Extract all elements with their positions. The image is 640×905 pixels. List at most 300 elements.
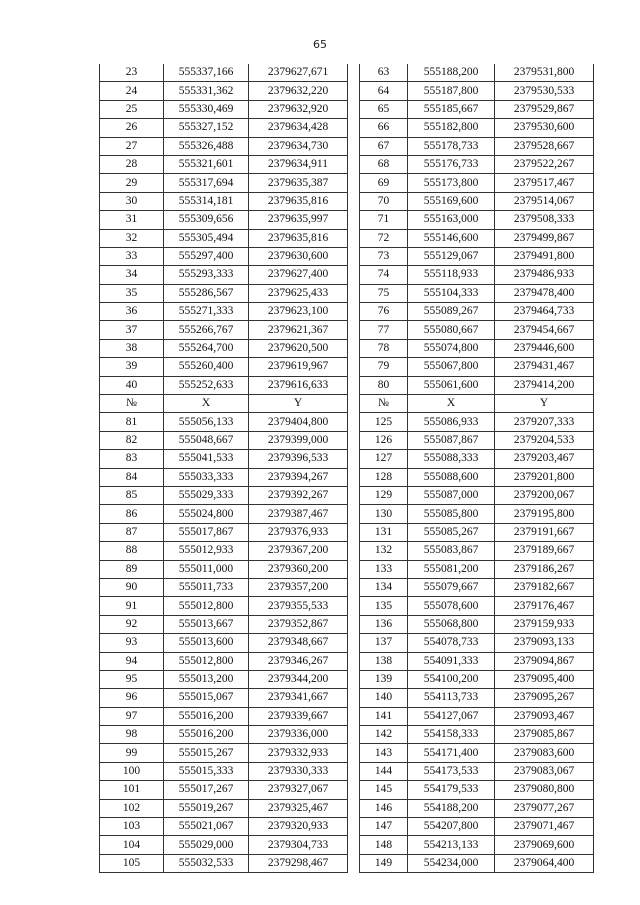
x-coordinate: 555056,133: [164, 413, 249, 431]
x-coordinate: 555337,166: [164, 64, 249, 82]
y-coordinate: 2379207,333: [495, 413, 594, 431]
column-gap: [348, 174, 360, 192]
column-gap: [348, 82, 360, 100]
y-coordinate: 2379191,667: [495, 523, 594, 541]
x-coordinate: 555019,267: [164, 799, 249, 817]
column-gap: [348, 652, 360, 670]
x-coordinate: 555012,800: [164, 597, 249, 615]
y-coordinate: 2379376,933: [249, 523, 348, 541]
table-row: [100, 781, 594, 799]
column-gap: [348, 468, 360, 486]
y-coordinate: 2379394,267: [249, 468, 348, 486]
x-coordinate: 555016,200: [164, 726, 249, 744]
point-number: 80: [360, 376, 408, 394]
x-coordinate: 555129,067: [408, 247, 495, 265]
x-coordinate: 555260,400: [164, 358, 249, 376]
y-coordinate: 2379085,867: [495, 726, 594, 744]
y-coordinate: 2379399,000: [249, 431, 348, 449]
x-coordinate: 555013,600: [164, 634, 249, 652]
point-number: 136: [360, 615, 408, 633]
x-coordinate: 555021,067: [164, 818, 249, 836]
point-number: 128: [360, 468, 408, 486]
y-coordinate: 2379064,400: [495, 854, 594, 872]
y-coordinate: 2379336,000: [249, 726, 348, 744]
table-row: [100, 818, 594, 836]
point-number: 126: [360, 431, 408, 449]
column-gap: [348, 431, 360, 449]
point-number: 71: [360, 211, 408, 229]
y-coordinate: 2379093,467: [495, 707, 594, 725]
point-number: 87: [100, 523, 164, 541]
column-gap: [348, 542, 360, 560]
header-number: №: [360, 395, 408, 413]
x-coordinate: 555331,362: [164, 82, 249, 100]
y-coordinate: 2379095,267: [495, 689, 594, 707]
y-coordinate: 2379346,267: [249, 652, 348, 670]
table-row: [100, 762, 594, 780]
x-coordinate: 555017,867: [164, 523, 249, 541]
point-number: 101: [100, 781, 164, 799]
x-coordinate: 555083,867: [408, 542, 495, 560]
point-number: 37: [100, 321, 164, 339]
x-coordinate: 555087,000: [408, 486, 495, 504]
x-coordinate: 554100,200: [408, 670, 495, 688]
table-row: [100, 211, 594, 229]
y-coordinate: 2379530,600: [495, 119, 594, 137]
y-coordinate: 2379620,500: [249, 339, 348, 357]
point-number: 103: [100, 818, 164, 836]
y-coordinate: 2379528,667: [495, 137, 594, 155]
point-number: 131: [360, 523, 408, 541]
x-coordinate: 555317,694: [164, 174, 249, 192]
y-coordinate: 2379189,667: [495, 542, 594, 560]
x-coordinate: 554127,067: [408, 707, 495, 725]
y-coordinate: 2379616,633: [249, 376, 348, 394]
point-number: 143: [360, 744, 408, 762]
x-coordinate: 555118,933: [408, 266, 495, 284]
x-coordinate: 554188,200: [408, 799, 495, 817]
point-number: 90: [100, 578, 164, 596]
point-number: 73: [360, 247, 408, 265]
point-number: 140: [360, 689, 408, 707]
point-number: 64: [360, 82, 408, 100]
x-coordinate: 555015,267: [164, 744, 249, 762]
point-number: 127: [360, 450, 408, 468]
x-coordinate: 555182,800: [408, 119, 495, 137]
y-coordinate: 2379454,667: [495, 321, 594, 339]
x-coordinate: 555078,600: [408, 597, 495, 615]
x-coordinate: 555321,601: [164, 155, 249, 173]
x-coordinate: 555176,733: [408, 155, 495, 173]
point-number: 84: [100, 468, 164, 486]
x-coordinate: 555314,181: [164, 192, 249, 210]
table-row: [100, 339, 594, 357]
table-row: [100, 523, 594, 541]
table-row: [100, 799, 594, 817]
point-number: 149: [360, 854, 408, 872]
column-gap: [348, 689, 360, 707]
x-coordinate: 554207,800: [408, 818, 495, 836]
y-coordinate: 2379095,400: [495, 670, 594, 688]
header-y: Y: [249, 395, 348, 413]
y-coordinate: 2379182,667: [495, 578, 594, 596]
x-coordinate: 555163,000: [408, 211, 495, 229]
column-gap: [348, 854, 360, 872]
table-row: [100, 634, 594, 652]
table-row: [100, 836, 594, 854]
x-coordinate: 555013,200: [164, 670, 249, 688]
x-coordinate: 555252,633: [164, 376, 249, 394]
table-row: [100, 578, 594, 596]
x-coordinate: 555074,800: [408, 339, 495, 357]
table-row: [100, 670, 594, 688]
x-coordinate: 555266,767: [164, 321, 249, 339]
table-row: [100, 468, 594, 486]
point-number: 27: [100, 137, 164, 155]
x-coordinate: 555017,267: [164, 781, 249, 799]
x-coordinate: 554179,533: [408, 781, 495, 799]
table-row: [100, 597, 594, 615]
x-coordinate: 555087,867: [408, 431, 495, 449]
point-number: 39: [100, 358, 164, 376]
y-coordinate: 2379632,220: [249, 82, 348, 100]
x-coordinate: 555015,333: [164, 762, 249, 780]
column-gap: [348, 100, 360, 118]
x-coordinate: 555081,200: [408, 560, 495, 578]
point-number: 31: [100, 211, 164, 229]
column-gap: [348, 413, 360, 431]
y-coordinate: 2379352,867: [249, 615, 348, 633]
point-number: 91: [100, 597, 164, 615]
y-coordinate: 2379348,667: [249, 634, 348, 652]
y-coordinate: 2379530,533: [495, 82, 594, 100]
point-number: 75: [360, 284, 408, 302]
y-coordinate: 2379077,267: [495, 799, 594, 817]
coordinates-table-body: [100, 64, 594, 873]
table-header-row: [100, 395, 594, 413]
table-row: [100, 192, 594, 210]
y-coordinate: 2379387,467: [249, 505, 348, 523]
y-coordinate: 2379304,733: [249, 836, 348, 854]
x-coordinate: 555088,333: [408, 450, 495, 468]
point-number: 32: [100, 229, 164, 247]
point-number: 132: [360, 542, 408, 560]
column-gap: [348, 155, 360, 173]
x-coordinate: 555029,333: [164, 486, 249, 504]
column-gap: [348, 64, 360, 82]
point-number: 102: [100, 799, 164, 817]
point-number: 89: [100, 560, 164, 578]
point-number: 30: [100, 192, 164, 210]
table-row: [100, 119, 594, 137]
point-number: 99: [100, 744, 164, 762]
x-coordinate: 555305,494: [164, 229, 249, 247]
point-number: 24: [100, 82, 164, 100]
point-number: 29: [100, 174, 164, 192]
point-number: 105: [100, 854, 164, 872]
x-coordinate: 555309,656: [164, 211, 249, 229]
column-gap: [348, 358, 360, 376]
point-number: 100: [100, 762, 164, 780]
coordinates-table: [99, 64, 594, 873]
x-coordinate: 555187,800: [408, 82, 495, 100]
column-gap: [348, 395, 360, 413]
point-number: 26: [100, 119, 164, 137]
table-row: [100, 321, 594, 339]
point-number: 38: [100, 339, 164, 357]
point-number: 135: [360, 597, 408, 615]
point-number: 125: [360, 413, 408, 431]
column-gap: [348, 137, 360, 155]
point-number: 63: [360, 64, 408, 82]
point-number: 146: [360, 799, 408, 817]
y-coordinate: 2379635,387: [249, 174, 348, 192]
point-number: 34: [100, 266, 164, 284]
y-coordinate: 2379355,533: [249, 597, 348, 615]
column-gap: [348, 726, 360, 744]
point-number: 130: [360, 505, 408, 523]
column-gap: [348, 762, 360, 780]
point-number: 83: [100, 450, 164, 468]
point-number: 139: [360, 670, 408, 688]
point-number: 33: [100, 247, 164, 265]
x-coordinate: 555013,667: [164, 615, 249, 633]
point-number: 104: [100, 836, 164, 854]
x-coordinate: 555011,733: [164, 578, 249, 596]
y-coordinate: 2379367,200: [249, 542, 348, 560]
x-coordinate: 555104,333: [408, 284, 495, 302]
y-coordinate: 2379531,800: [495, 64, 594, 82]
y-coordinate: 2379414,200: [495, 376, 594, 394]
x-coordinate: 554113,733: [408, 689, 495, 707]
x-coordinate: 554173,533: [408, 762, 495, 780]
x-coordinate: 555012,933: [164, 542, 249, 560]
x-coordinate: 555016,200: [164, 707, 249, 725]
table-row: [100, 155, 594, 173]
table-row: [100, 542, 594, 560]
x-coordinate: 555085,800: [408, 505, 495, 523]
x-coordinate: 555015,067: [164, 689, 249, 707]
x-coordinate: 554078,733: [408, 634, 495, 652]
y-coordinate: 2379201,800: [495, 468, 594, 486]
column-gap: [348, 818, 360, 836]
column-gap: [348, 119, 360, 137]
table-row: [100, 413, 594, 431]
y-coordinate: 2379080,800: [495, 781, 594, 799]
table-row: [100, 82, 594, 100]
point-number: 129: [360, 486, 408, 504]
y-coordinate: 2379529,867: [495, 100, 594, 118]
y-coordinate: 2379203,467: [495, 450, 594, 468]
x-coordinate: 555086,933: [408, 413, 495, 431]
y-coordinate: 2379071,467: [495, 818, 594, 836]
column-gap: [348, 523, 360, 541]
x-coordinate: 555024,800: [164, 505, 249, 523]
point-number: 92: [100, 615, 164, 633]
point-number: 67: [360, 137, 408, 155]
y-coordinate: 2379635,816: [249, 192, 348, 210]
column-gap: [348, 781, 360, 799]
point-number: 95: [100, 670, 164, 688]
point-number: 77: [360, 321, 408, 339]
y-coordinate: 2379635,816: [249, 229, 348, 247]
point-number: 66: [360, 119, 408, 137]
point-number: 147: [360, 818, 408, 836]
point-number: 35: [100, 284, 164, 302]
x-coordinate: 554158,333: [408, 726, 495, 744]
x-coordinate: 555327,152: [164, 119, 249, 137]
x-coordinate: 555286,567: [164, 284, 249, 302]
point-number: 70: [360, 192, 408, 210]
y-coordinate: 2379446,600: [495, 339, 594, 357]
point-number: 23: [100, 64, 164, 82]
point-number: 96: [100, 689, 164, 707]
header-x: X: [408, 395, 495, 413]
x-coordinate: 555032,533: [164, 854, 249, 872]
x-coordinate: 555330,469: [164, 100, 249, 118]
y-coordinate: 2379344,200: [249, 670, 348, 688]
column-gap: [348, 707, 360, 725]
column-gap: [348, 450, 360, 468]
point-number: 141: [360, 707, 408, 725]
table-row: [100, 450, 594, 468]
x-coordinate: 555085,267: [408, 523, 495, 541]
y-coordinate: 2379619,967: [249, 358, 348, 376]
column-gap: [348, 615, 360, 633]
point-number: 72: [360, 229, 408, 247]
column-gap: [348, 211, 360, 229]
x-coordinate: 554213,133: [408, 836, 495, 854]
point-number: 81: [100, 413, 164, 431]
x-coordinate: 554234,000: [408, 854, 495, 872]
y-coordinate: 2379330,333: [249, 762, 348, 780]
x-coordinate: 555079,667: [408, 578, 495, 596]
x-coordinate: 555041,533: [164, 450, 249, 468]
y-coordinate: 2379159,933: [495, 615, 594, 633]
y-coordinate: 2379094,867: [495, 652, 594, 670]
table-row: [100, 707, 594, 725]
table-row: [100, 229, 594, 247]
y-coordinate: 2379325,467: [249, 799, 348, 817]
point-number: 98: [100, 726, 164, 744]
table-row: [100, 854, 594, 872]
y-coordinate: 2379200,067: [495, 486, 594, 504]
table-row: [100, 726, 594, 744]
point-number: 148: [360, 836, 408, 854]
x-coordinate: 555067,800: [408, 358, 495, 376]
y-coordinate: 2379357,200: [249, 578, 348, 596]
y-coordinate: 2379392,267: [249, 486, 348, 504]
y-coordinate: 2379069,600: [495, 836, 594, 854]
x-coordinate: 555297,400: [164, 247, 249, 265]
x-coordinate: 555011,000: [164, 560, 249, 578]
y-coordinate: 2379635,997: [249, 211, 348, 229]
y-coordinate: 2379478,400: [495, 284, 594, 302]
y-coordinate: 2379083,067: [495, 762, 594, 780]
table-row: [100, 689, 594, 707]
x-coordinate: 555146,600: [408, 229, 495, 247]
x-coordinate: 555080,667: [408, 321, 495, 339]
point-number: 138: [360, 652, 408, 670]
column-gap: [348, 578, 360, 596]
table-row: [100, 744, 594, 762]
column-gap: [348, 339, 360, 357]
y-coordinate: 2379514,067: [495, 192, 594, 210]
y-coordinate: 2379499,867: [495, 229, 594, 247]
table-row: [100, 174, 594, 192]
column-gap: [348, 266, 360, 284]
x-coordinate: 555188,200: [408, 64, 495, 82]
header-y: Y: [495, 395, 594, 413]
point-number: 40: [100, 376, 164, 394]
x-coordinate: 555173,800: [408, 174, 495, 192]
y-coordinate: 2379332,933: [249, 744, 348, 762]
point-number: 65: [360, 100, 408, 118]
point-number: 86: [100, 505, 164, 523]
column-gap: [348, 597, 360, 615]
y-coordinate: 2379431,467: [495, 358, 594, 376]
point-number: 82: [100, 431, 164, 449]
column-gap: [348, 229, 360, 247]
point-number: 93: [100, 634, 164, 652]
x-coordinate: 555185,667: [408, 100, 495, 118]
point-number: 97: [100, 707, 164, 725]
point-number: 145: [360, 781, 408, 799]
point-number: 25: [100, 100, 164, 118]
column-gap: [348, 505, 360, 523]
y-coordinate: 2379621,367: [249, 321, 348, 339]
y-coordinate: 2379627,671: [249, 64, 348, 82]
y-coordinate: 2379517,467: [495, 174, 594, 192]
y-coordinate: 2379327,067: [249, 781, 348, 799]
table-row: [100, 615, 594, 633]
y-coordinate: 2379522,267: [495, 155, 594, 173]
column-gap: [348, 560, 360, 578]
column-gap: [348, 799, 360, 817]
x-coordinate: 555169,600: [408, 192, 495, 210]
x-coordinate: 555264,700: [164, 339, 249, 357]
column-gap: [348, 634, 360, 652]
x-coordinate: 555088,600: [408, 468, 495, 486]
x-coordinate: 555293,333: [164, 266, 249, 284]
x-coordinate: 555089,267: [408, 303, 495, 321]
point-number: 76: [360, 303, 408, 321]
x-coordinate: 555033,333: [164, 468, 249, 486]
y-coordinate: 2379634,428: [249, 119, 348, 137]
x-coordinate: 554091,333: [408, 652, 495, 670]
y-coordinate: 2379508,333: [495, 211, 594, 229]
table-row: [100, 505, 594, 523]
point-number: 69: [360, 174, 408, 192]
point-number: 88: [100, 542, 164, 560]
column-gap: [348, 836, 360, 854]
point-number: 85: [100, 486, 164, 504]
table-row: [100, 652, 594, 670]
table-row: [100, 431, 594, 449]
column-gap: [348, 192, 360, 210]
x-coordinate: 555029,000: [164, 836, 249, 854]
column-gap: [348, 376, 360, 394]
table-row: [100, 247, 594, 265]
y-coordinate: 2379491,800: [495, 247, 594, 265]
table-row: [100, 303, 594, 321]
y-coordinate: 2379404,800: [249, 413, 348, 431]
point-number: 134: [360, 578, 408, 596]
y-coordinate: 2379625,433: [249, 284, 348, 302]
column-gap: [348, 284, 360, 302]
point-number: 28: [100, 155, 164, 173]
y-coordinate: 2379195,800: [495, 505, 594, 523]
